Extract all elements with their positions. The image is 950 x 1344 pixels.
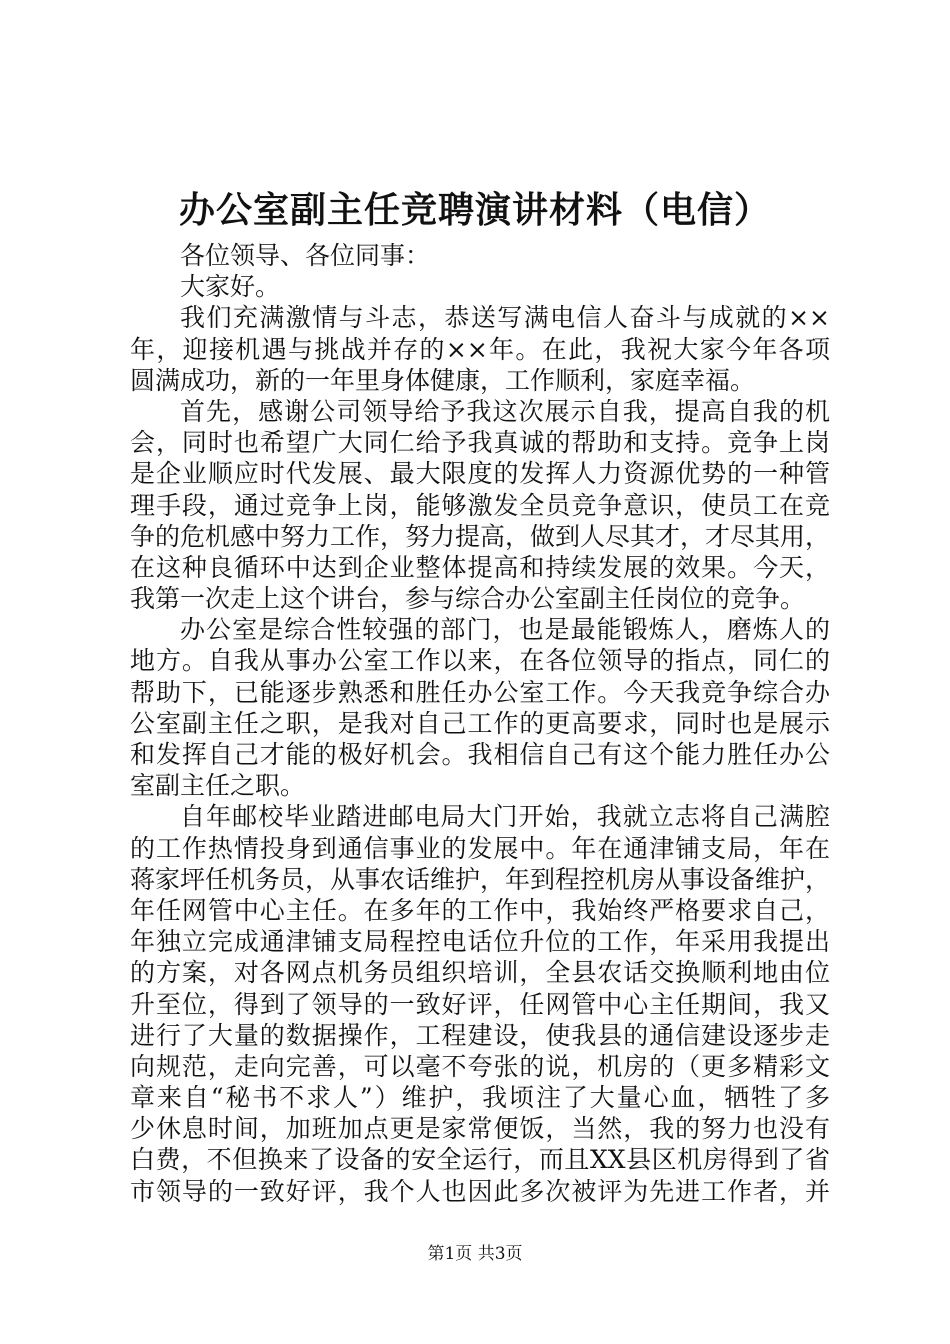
text-line: 帮助下，已能逐步熟悉和胜任办公室工作。今天我竞争综合办 [130, 677, 830, 707]
text-line: 圆满成功，新的一年里身体健康，工作顺利，家庭幸福。 [130, 365, 756, 395]
text-line: 各位领导、各位同事： [180, 241, 431, 270]
text-line: 我们充满激情与斗志，恭送写满电信人奋斗与成就的×× [180, 303, 830, 333]
text-line: 大家好。 [180, 272, 281, 302]
text-line: 向规范，走向完善，可以毫不夸张的说，机房的（更多精彩文 [130, 1051, 830, 1081]
text-line: 年，迎接机遇与挑战并存的××年。在此，我祝大家今年各项 [130, 334, 830, 364]
text-line: 在这种良循环中达到企业整体提高和持续发展的效果。今天， [130, 552, 830, 582]
text-line: 是企业顺应时代发展、最大限度的发挥人力资源优势的一种管 [130, 459, 830, 489]
text-line: 年独立完成通津铺支局程控电话位升位的工作，年采用我提出 [130, 927, 830, 957]
text-line: 室副主任之职。 [130, 771, 306, 801]
text-line: 章来自“秘书不求人”）维护，我顷注了大量心血，牺牲了多 [130, 1083, 830, 1113]
text-line: 自年邮校毕业踏进邮电局大门开始，我就立志将自己满腔 [180, 802, 830, 832]
text-line: 我第一次走上这个讲台，参与综合办公室副主任岗位的竞争。 [130, 584, 806, 614]
text-line: 理手段，通过竞争上岗，能够激发全员竞争意识，使员工在竞 [130, 490, 830, 520]
text-line: 升至位，得到了领导的一致好评，任网管中心主任期间，我又 [130, 989, 830, 1019]
text-line: 的方案，对各网点机务员组织培训，全县农话交换顺利地由位 [130, 958, 830, 988]
text-line: 公室副主任之职，是我对自己工作的更高要求，同时也是展示 [130, 708, 830, 738]
text-line: 会，同时也希望广大同仁给予我真诚的帮助和支持。竞争上岗 [130, 428, 830, 458]
document-body [130, 240, 830, 1207]
text-line: 办公室是综合性较强的部门，也是最能锻炼人，磨炼人的 [180, 615, 830, 645]
text-line: 和发挥自己才能的极好机会。我相信自己有这个能力胜任办公 [130, 740, 830, 769]
text-line: 的工作热情投身到通信事业的发展中。年在通津铺支局，年在 [130, 833, 830, 863]
page-footer: 第1页 共3页 [427, 1244, 523, 1264]
text-line: 进行了大量的数据操作，工程建设，使我县的通信建设逐步走 [130, 1020, 830, 1050]
text-line: 市领导的一致好评，我个人也因此多次被评为先进工作者，并 [130, 1176, 830, 1206]
text-line: 地方。自我从事办公室工作以来，在各位领导的指点，同仁的 [130, 646, 830, 676]
text-line: 首先，感谢公司领导给予我这次展示自我，提高自我的机 [180, 396, 830, 426]
text-line: 年任网管中心主任。在多年的工作中，我始终严格要求自己， [130, 895, 830, 925]
text-line: 白费，不但换来了设备的安全运行，而且XX县区机房得到了省 [130, 1145, 830, 1175]
text-line: 争的危机感中努力工作，努力提高，做到人尽其才，才尽其用， [130, 521, 830, 551]
document-title: 办公室副主任竞聘演讲材料（电信） [178, 190, 771, 231]
text-line: 少休息时间，加班加点更是家常便饭，当然，我的努力也没有 [130, 1114, 830, 1144]
text-line: 蒋家坪任机务员，从事农话维护，年到程控机房从事设备维护， [130, 864, 830, 894]
